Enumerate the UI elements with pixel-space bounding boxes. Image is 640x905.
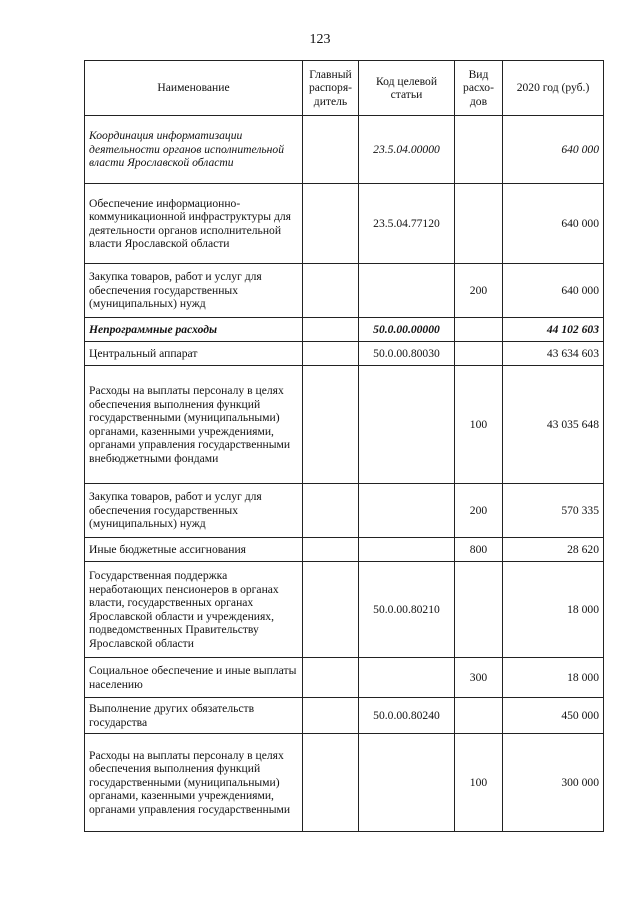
row-name-cell: Закупка товаров, работ и услуг для обеспечения государственных (муниципальных) нужд: [85, 484, 303, 538]
header-code: Код целевой статьи: [359, 61, 455, 116]
row-manager-cell: [303, 658, 359, 698]
row-kind-cell: [455, 562, 503, 658]
row-name-cell: Центральный аппарат: [85, 342, 303, 366]
row-manager-cell: [303, 484, 359, 538]
table-row: [85, 264, 604, 318]
row-manager-cell: [303, 562, 359, 658]
row-kind-cell: 800: [455, 538, 503, 562]
row-amount-cell: 44 102 603: [503, 318, 604, 342]
row-code-cell: 50.0.00.80030: [359, 342, 455, 366]
row-code-cell: 23.5.04.77120: [359, 184, 455, 264]
table-row: [85, 366, 604, 484]
row-kind-cell: [455, 318, 503, 342]
row-name-cell: Закупка товаров, работ и услуг для обеспечения государственных (муниципальных) нужд: [85, 264, 303, 318]
header-manager: Главный распоря-дитель: [303, 61, 359, 116]
page-number: 123: [309, 32, 331, 47]
row-code-cell: 50.0.00.80210: [359, 562, 455, 658]
row-name-cell: Социальное обеспечение и иные выплаты населению: [85, 658, 303, 698]
row-code-cell: 50.0.00.80240: [359, 698, 455, 734]
row-code-cell: [359, 264, 455, 318]
row-kind-cell: 200: [455, 264, 503, 318]
row-kind-cell: [455, 342, 503, 366]
row-kind-cell: [455, 698, 503, 734]
row-code-cell: [359, 658, 455, 698]
row-code-cell: [359, 538, 455, 562]
table-row: [85, 318, 604, 342]
row-manager-cell: [303, 184, 359, 264]
row-code-cell: [359, 734, 455, 832]
row-kind-cell: 200: [455, 484, 503, 538]
row-manager-cell: [303, 538, 359, 562]
table-row: [85, 734, 604, 832]
row-amount-cell: 640 000: [503, 116, 604, 184]
table-row: [85, 658, 604, 698]
row-kind-cell: 100: [455, 734, 503, 832]
row-code-cell: [359, 366, 455, 484]
header-amount: 2020 год (руб.): [503, 61, 604, 116]
table-header-row: [85, 61, 604, 116]
row-kind-cell: 300: [455, 658, 503, 698]
row-manager-cell: [303, 116, 359, 184]
table-row: [85, 698, 604, 734]
row-code-cell: [359, 484, 455, 538]
row-name-cell: Координация информатизации деятельности органов исполнительной власти Ярославской области: [85, 116, 303, 184]
row-manager-cell: [303, 264, 359, 318]
row-name-cell: Обеспечение информационно-коммуникационной инфраструктуры для деятельности органов исполнительной власти Ярославской области: [85, 184, 303, 264]
row-amount-cell: 18 000: [503, 562, 604, 658]
row-kind-cell: 100: [455, 366, 503, 484]
row-manager-cell: [303, 366, 359, 484]
row-amount-cell: 640 000: [503, 184, 604, 264]
row-code-cell: 50.0.00.00000: [359, 318, 455, 342]
table-row: [85, 562, 604, 658]
table-row: [85, 484, 604, 538]
row-name-cell: Государственная поддержка неработающих пенсионеров в органах власти, государственных органах Ярославской области и учреждениях, подведомственных Правительству Ярославской области: [85, 562, 303, 658]
table-row: [85, 184, 604, 264]
row-manager-cell: [303, 698, 359, 734]
row-amount-cell: 300 000: [503, 734, 604, 832]
header-kind: Вид расхо-дов: [455, 61, 503, 116]
budget-table: [84, 60, 604, 832]
row-name-cell: Расходы на выплаты персоналу в целях обеспечения выполнения функций государственными (муниципальными) органами, казенными учреждениями, органами управления государственными внебюджетными фондами: [85, 366, 303, 484]
table-row: [85, 538, 604, 562]
header-name: Наименование: [85, 61, 303, 116]
row-name-cell: Непрограммные расходы: [85, 318, 303, 342]
row-amount-cell: 640 000: [503, 264, 604, 318]
table-body: [85, 116, 604, 832]
row-name-cell: Расходы на выплаты персоналу в целях обеспечения выполнения функций государственными (муниципальными) органами, казенными учреждениями, органами управления государственными: [85, 734, 303, 832]
row-manager-cell: [303, 734, 359, 832]
row-amount-cell: 43 634 603: [503, 342, 604, 366]
row-manager-cell: [303, 342, 359, 366]
row-manager-cell: [303, 318, 359, 342]
row-code-cell: 23.5.04.00000: [359, 116, 455, 184]
row-name-cell: Иные бюджетные ассигнования: [85, 538, 303, 562]
table-row: [85, 116, 604, 184]
row-kind-cell: [455, 184, 503, 264]
row-amount-cell: 450 000: [503, 698, 604, 734]
row-amount-cell: 18 000: [503, 658, 604, 698]
row-amount-cell: 43 035 648: [503, 366, 604, 484]
row-name-cell: Выполнение других обязательств государства: [85, 698, 303, 734]
row-amount-cell: 570 335: [503, 484, 604, 538]
table-row: [85, 342, 604, 366]
row-kind-cell: [455, 116, 503, 184]
row-amount-cell: 28 620: [503, 538, 604, 562]
